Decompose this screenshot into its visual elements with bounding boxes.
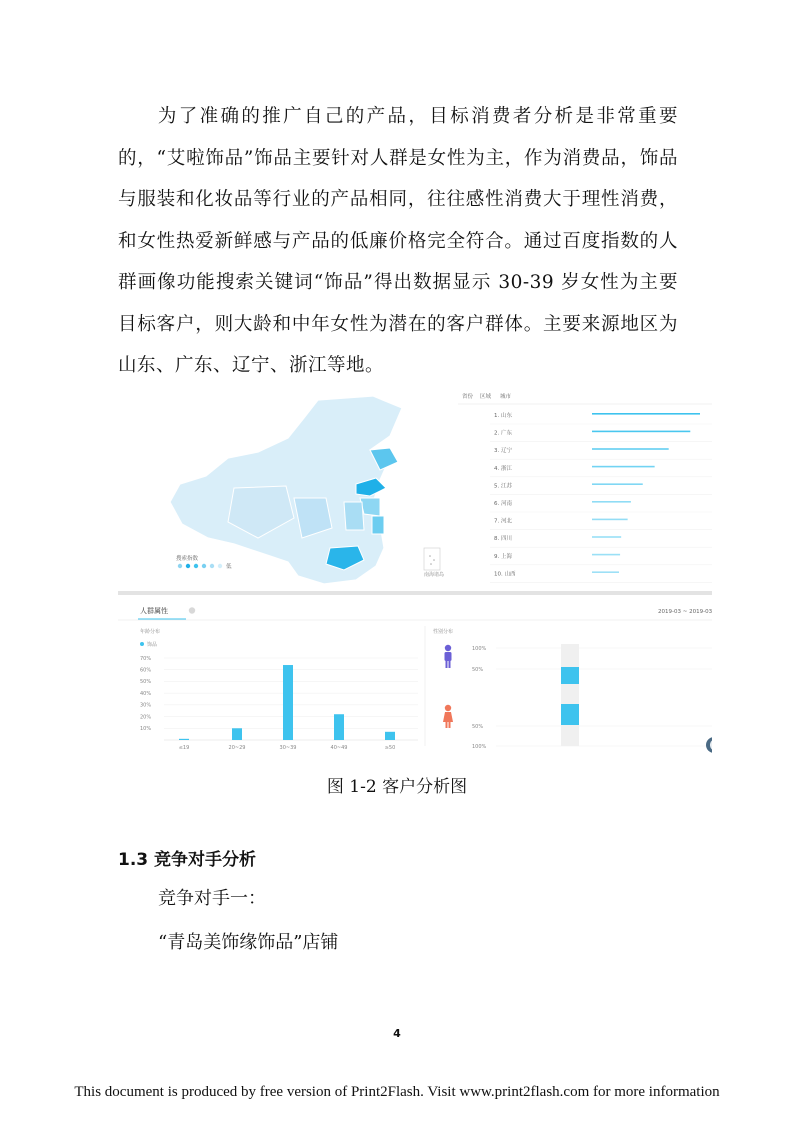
ranking-label: 1. 山东 — [494, 413, 512, 419]
age-y-tick: 30% — [140, 702, 152, 709]
figure-svg — [118, 388, 712, 758]
ranking-label: 5. 江苏 — [494, 483, 512, 490]
age-bar-1 — [179, 739, 189, 740]
south-sea-inset — [424, 548, 444, 578]
ranking-tab-city[interactable]: 城市 — [500, 394, 512, 400]
china-heat-map — [170, 396, 444, 584]
age-bar-2 — [232, 728, 242, 740]
region-zhejiang — [372, 516, 384, 534]
male-tick-50: 50% — [472, 667, 484, 673]
age-bar-4 — [334, 714, 344, 740]
page-number: 4 — [393, 1027, 401, 1040]
gender-title: 性别分布 — [433, 629, 454, 635]
south-sea-label: 南海诸岛 — [424, 572, 445, 578]
age-y-tick: 50% — [140, 679, 152, 686]
ranking-label: 8. 四川 — [494, 536, 512, 543]
age-y-tick: 40% — [140, 690, 152, 697]
ranking-bar — [592, 501, 631, 503]
ranking-label: 2. 广东 — [494, 430, 512, 437]
age-y-tick: 10% — [140, 726, 152, 733]
ranking-tab-region[interactable]: 区域 — [480, 394, 492, 400]
ranking-label: 4. 浙江 — [494, 465, 512, 472]
female-tick-50: 50% — [472, 724, 484, 730]
age-y-tick: 20% — [140, 714, 152, 721]
ranking-tab-province[interactable]: 省份 — [462, 394, 474, 400]
help-icon — [189, 607, 195, 613]
age-x-tick: 20~29 — [228, 745, 246, 751]
ranking-label: 6. 河南 — [494, 501, 512, 507]
portrait-title[interactable]: 人群属性 — [140, 607, 168, 615]
male-tick-100: 100% — [472, 646, 487, 652]
competitor-label: 竞争对手一： — [158, 888, 266, 909]
male-icon — [445, 645, 452, 668]
age-x-tick: ≤19 — [178, 745, 190, 751]
ranking-bar — [592, 483, 643, 485]
customer-analysis-figure — [118, 388, 712, 758]
print2flash-footer: This document is produced by free version of Print2Flash. Visit www.print2flash.com for more information — [74, 1084, 720, 1100]
map-legend-label: 搜索指数 — [176, 556, 199, 562]
ranking-bar — [592, 466, 655, 468]
female-bar — [561, 704, 579, 725]
ranking-bar — [592, 413, 700, 415]
age-x-tick: ≥50 — [384, 745, 396, 751]
female-tick-100: 100% — [472, 744, 487, 750]
map-legend-low: 低 — [226, 564, 232, 570]
ranking-bar — [592, 554, 620, 556]
age-title: 年龄分布 — [140, 629, 161, 635]
ranking-bar — [592, 536, 621, 538]
section-heading: 1.3 竞争对手分析 — [118, 850, 257, 870]
map-legend — [176, 554, 232, 570]
age-bar-5 — [385, 732, 395, 740]
scroll-widget[interactable] — [706, 737, 712, 753]
region-ranking — [458, 392, 712, 582]
ranking-bar — [592, 519, 628, 521]
male-bar — [561, 667, 579, 684]
intro-paragraph: 为了准确的推广自己的产品，目标消费者分析是非常重要的，“艾啦饰品”饰品主要针对人群是女性为主，作为消费品，饰品与服装和化妆品等行业的产品相同，往往感性消费大于理性消费，和女性热爱新鲜感与产品的低廉价格完全符合。通过百度指数的人群画像功能搜索关键词“饰品”得出数据显示 30-39 岁女性为主要目标客户，则大龄和中年女性为潜在的客户群体。主要来源地区为山东、广东、辽宁、浙江等地。 — [118, 106, 678, 376]
ranking-label: 9. 上海 — [494, 553, 512, 560]
ranking-bar — [592, 571, 619, 573]
age-bar-3 — [283, 665, 293, 740]
ranking-label: 3. 辽宁 — [494, 448, 512, 455]
age-legend-swatch — [140, 642, 144, 646]
ranking-label: 10. 山西 — [494, 571, 516, 578]
age-y-tick: 60% — [140, 667, 152, 674]
female-icon — [443, 705, 453, 728]
figure-caption: 图 1-2 客户分析图 — [326, 777, 468, 797]
age-y-tick: 70% — [140, 655, 152, 662]
age-bar-chart — [140, 656, 418, 751]
age-x-tick: 30~39 — [279, 745, 297, 751]
age-x-tick: 40~49 — [330, 745, 348, 751]
gender-chart — [443, 644, 712, 750]
age-legend-label: 饰品 — [147, 642, 158, 648]
date-range: 2019-03 ~ 2019-03 — [658, 609, 712, 615]
ranking-bar — [592, 448, 669, 450]
ranking-bar — [592, 431, 690, 433]
competitor-name: “青岛美饰缘饰品”店铺 — [158, 932, 339, 953]
ranking-label: 7. 河北 — [494, 518, 512, 525]
gender-track — [561, 644, 579, 746]
